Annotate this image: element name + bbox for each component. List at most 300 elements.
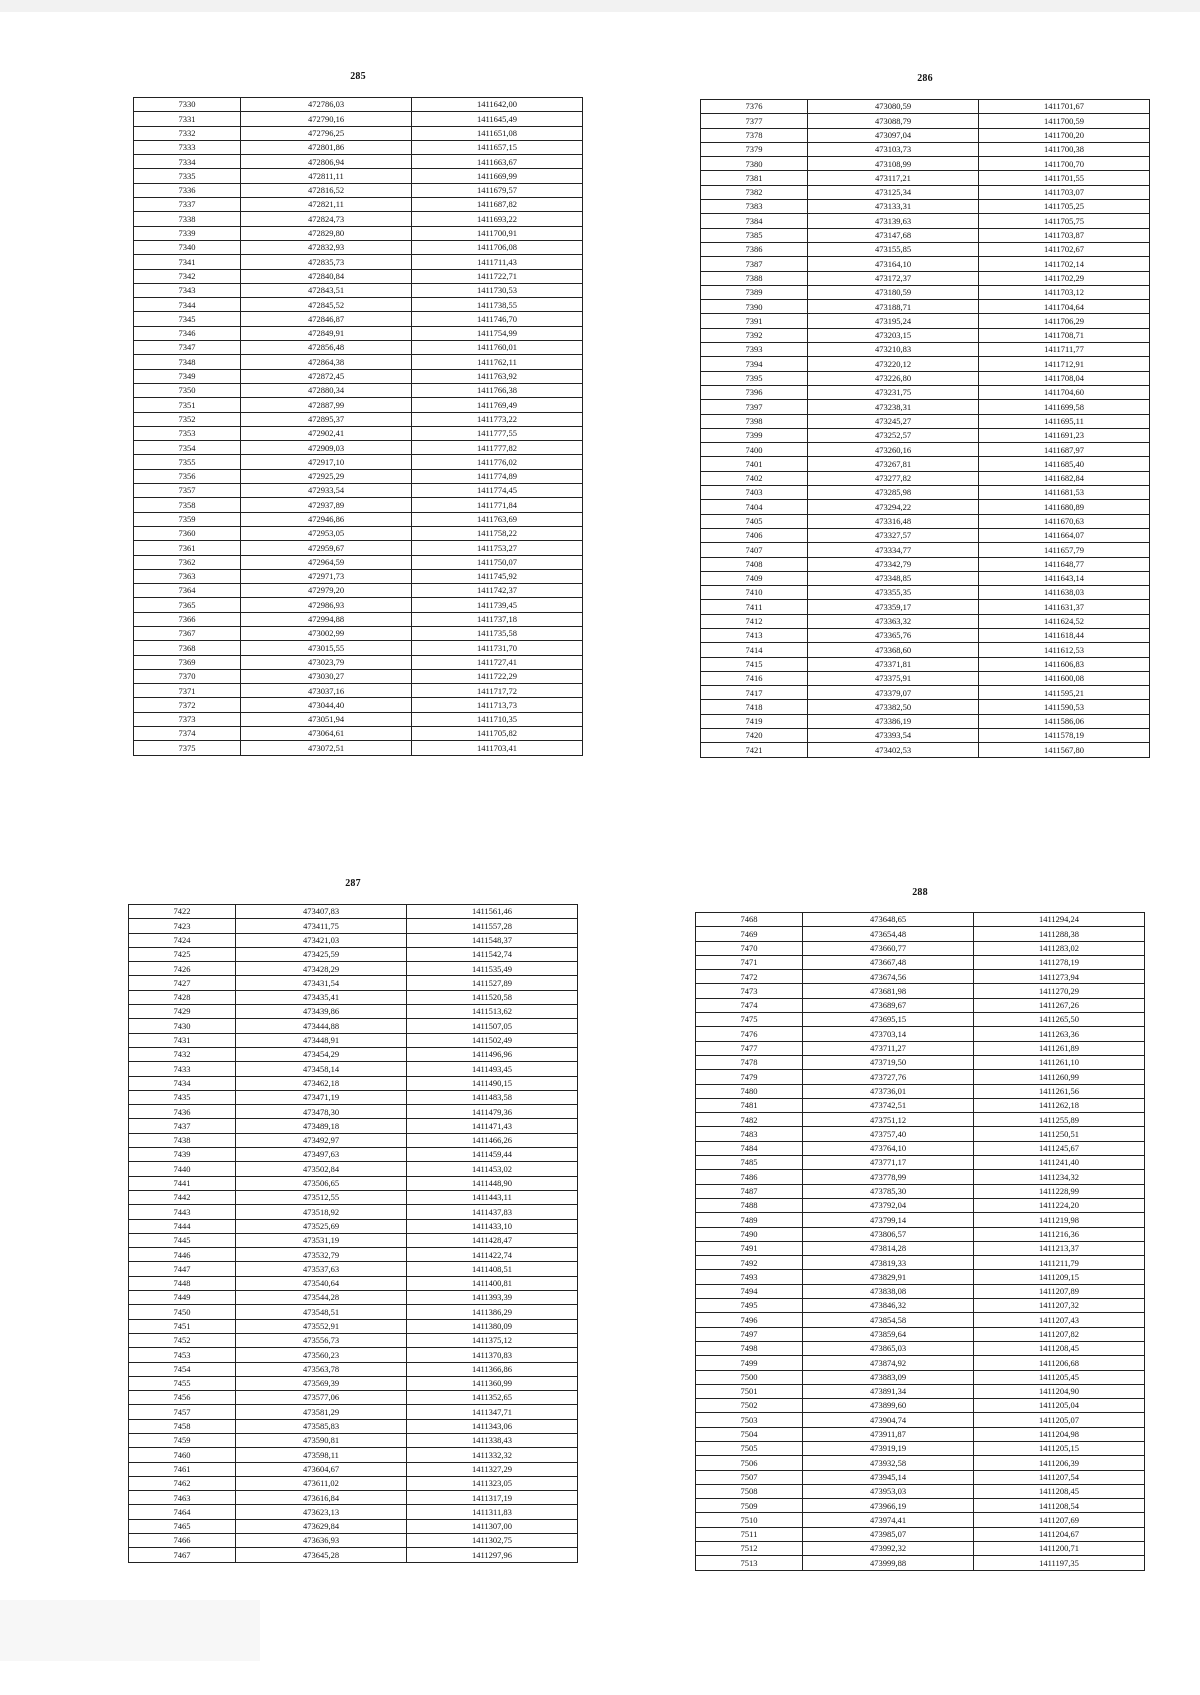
y-coordinate-cell: 1411600,08 (979, 671, 1150, 685)
x-coordinate-cell: 473103,73 (808, 142, 979, 156)
point-number-cell: 7372 (134, 698, 241, 712)
table-row (134, 641, 583, 655)
x-coordinate-cell: 472843,51 (241, 283, 412, 297)
y-coordinate-cell: 1411375,12 (407, 1333, 578, 1347)
point-number-cell: 7473 (696, 984, 803, 998)
y-coordinate-cell: 1411624,52 (979, 614, 1150, 628)
x-coordinate-cell: 473147,68 (808, 228, 979, 242)
x-coordinate-cell: 473238,31 (808, 400, 979, 414)
x-coordinate-cell: 473294,22 (808, 500, 979, 514)
x-coordinate-cell: 473444,88 (236, 1019, 407, 1033)
point-number-cell: 7492 (696, 1256, 803, 1270)
point-number-cell: 7438 (129, 1133, 236, 1147)
y-coordinate-cell: 1411618,44 (979, 628, 1150, 642)
x-coordinate-cell: 473492,97 (236, 1133, 407, 1147)
point-number-cell: 7366 (134, 612, 241, 626)
y-coordinate-cell: 1411288,38 (974, 927, 1145, 941)
table-row (696, 1484, 1145, 1498)
x-coordinate-cell: 473919,19 (803, 1441, 974, 1455)
x-coordinate-cell: 473999,88 (803, 1556, 974, 1570)
table-row (696, 1256, 1145, 1270)
point-number-cell: 7361 (134, 541, 241, 555)
y-coordinate-cell: 1411496,96 (407, 1047, 578, 1061)
table-row (129, 1491, 578, 1505)
table-row (134, 712, 583, 726)
table-row (701, 228, 1150, 242)
point-number-cell: 7355 (134, 455, 241, 469)
x-coordinate-cell: 473736,01 (803, 1084, 974, 1098)
y-coordinate-cell: 1411586,06 (979, 714, 1150, 728)
point-number-cell: 7378 (701, 128, 808, 142)
y-coordinate-cell: 1411703,07 (979, 185, 1150, 199)
point-number-cell: 7339 (134, 226, 241, 240)
table-row (696, 1299, 1145, 1313)
x-coordinate-cell: 473002,99 (241, 626, 412, 640)
x-coordinate-cell: 473210,83 (808, 343, 979, 357)
point-number-cell: 7436 (129, 1105, 236, 1119)
table-row (134, 240, 583, 254)
y-coordinate-cell: 1411273,94 (974, 970, 1145, 984)
point-number-cell: 7493 (696, 1270, 803, 1284)
point-number-cell: 7466 (129, 1534, 236, 1548)
table-row (129, 1062, 578, 1076)
point-number-cell: 7420 (701, 729, 808, 743)
point-number-cell: 7460 (129, 1448, 236, 1462)
point-number-cell: 7499 (696, 1356, 803, 1370)
y-coordinate-cell: 1411207,89 (974, 1284, 1145, 1298)
point-number-cell: 7376 (701, 100, 808, 114)
x-coordinate-cell: 473454,29 (236, 1047, 407, 1061)
y-coordinate-cell: 1411699,58 (979, 400, 1150, 414)
x-coordinate-cell: 473133,31 (808, 200, 979, 214)
point-number-cell: 7485 (696, 1156, 803, 1170)
x-coordinate-cell: 473044,40 (241, 698, 412, 712)
x-coordinate-cell: 473195,24 (808, 314, 979, 328)
table-row (134, 541, 583, 555)
y-coordinate-cell: 1411578,19 (979, 729, 1150, 743)
point-number-cell: 7450 (129, 1305, 236, 1319)
table-row (129, 1233, 578, 1247)
y-coordinate-cell: 1411302,75 (407, 1534, 578, 1548)
y-coordinate-cell: 1411691,23 (979, 428, 1150, 442)
table-row (696, 1542, 1145, 1556)
x-coordinate-cell: 473611,02 (236, 1476, 407, 1490)
y-coordinate-cell: 1411703,12 (979, 285, 1150, 299)
x-coordinate-cell: 472946,86 (241, 512, 412, 526)
x-coordinate-cell: 473757,40 (803, 1127, 974, 1141)
table-row (696, 1227, 1145, 1241)
point-number-cell: 7461 (129, 1462, 236, 1476)
point-number-cell: 7380 (701, 157, 808, 171)
x-coordinate-cell: 472816,52 (241, 183, 412, 197)
table-row (701, 271, 1150, 285)
y-coordinate-cell: 1411479,36 (407, 1105, 578, 1119)
y-coordinate-cell: 1411437,83 (407, 1205, 578, 1219)
y-coordinate-cell: 1411204,90 (974, 1384, 1145, 1398)
x-coordinate-cell: 473097,04 (808, 128, 979, 142)
table-row (134, 569, 583, 583)
y-coordinate-cell: 1411710,35 (412, 712, 583, 726)
page-286 (700, 68, 1150, 778)
x-coordinate-cell: 473636,93 (236, 1534, 407, 1548)
x-coordinate-cell: 473478,30 (236, 1105, 407, 1119)
point-number-cell: 7382 (701, 185, 808, 199)
point-number-cell: 7491 (696, 1241, 803, 1255)
table-row (129, 1505, 578, 1519)
x-coordinate-cell: 472986,93 (241, 598, 412, 612)
x-coordinate-cell: 473874,92 (803, 1356, 974, 1370)
point-number-cell: 7417 (701, 686, 808, 700)
y-coordinate-cell: 1411642,00 (412, 98, 583, 112)
y-coordinate-cell: 1411763,92 (412, 369, 583, 383)
x-coordinate-cell: 473911,87 (803, 1427, 974, 1441)
x-coordinate-cell: 473544,28 (236, 1291, 407, 1305)
point-number-cell: 7489 (696, 1213, 803, 1227)
point-number-cell: 7365 (134, 598, 241, 612)
x-coordinate-cell: 473497,63 (236, 1148, 407, 1162)
x-coordinate-cell: 472925,29 (241, 469, 412, 483)
y-coordinate-cell: 1411682,84 (979, 471, 1150, 485)
y-coordinate-cell: 1411727,41 (412, 655, 583, 669)
y-coordinate-cell: 1411680,89 (979, 500, 1150, 514)
coordinate-table (700, 99, 1150, 758)
x-coordinate-cell: 473155,85 (808, 242, 979, 256)
table-row (129, 976, 578, 990)
point-number-cell: 7408 (701, 557, 808, 571)
table-row (129, 1534, 578, 1548)
table-row (696, 1399, 1145, 1413)
x-coordinate-cell: 472937,89 (241, 498, 412, 512)
y-coordinate-cell: 1411261,56 (974, 1084, 1145, 1098)
y-coordinate-cell: 1411453,02 (407, 1162, 578, 1176)
point-number-cell: 7342 (134, 269, 241, 283)
table-row (134, 412, 583, 426)
y-coordinate-cell: 1411657,15 (412, 140, 583, 154)
table-row (701, 557, 1150, 571)
table-row (696, 1470, 1145, 1484)
table-row (701, 171, 1150, 185)
x-coordinate-cell: 472821,11 (241, 198, 412, 212)
table-row (129, 1262, 578, 1276)
table-row (134, 183, 583, 197)
point-number-cell: 7334 (134, 155, 241, 169)
x-coordinate-cell: 472953,05 (241, 526, 412, 540)
point-number-cell: 7446 (129, 1248, 236, 1262)
x-coordinate-cell: 473695,15 (803, 1013, 974, 1027)
table-row (134, 498, 583, 512)
table-row (134, 126, 583, 140)
page-285 (133, 68, 583, 768)
x-coordinate-cell: 473654,48 (803, 927, 974, 941)
table-row (134, 469, 583, 483)
x-coordinate-cell: 472849,91 (241, 326, 412, 340)
y-coordinate-cell: 1411705,82 (412, 727, 583, 741)
y-coordinate-cell: 1411490,15 (407, 1076, 578, 1090)
y-coordinate-cell: 1411207,69 (974, 1513, 1145, 1527)
x-coordinate-cell: 473458,14 (236, 1062, 407, 1076)
table-row (701, 514, 1150, 528)
table-row (701, 729, 1150, 743)
table-row (134, 155, 583, 169)
table-row (134, 512, 583, 526)
table-row (696, 1370, 1145, 1384)
table-row (701, 300, 1150, 314)
x-coordinate-cell: 472801,86 (241, 140, 412, 154)
table-row (701, 528, 1150, 542)
x-coordinate-cell: 473569,39 (236, 1376, 407, 1390)
point-number-cell: 7390 (701, 300, 808, 314)
point-number-cell: 7468 (696, 913, 803, 927)
table-row (134, 612, 583, 626)
table-row (696, 955, 1145, 969)
y-coordinate-cell: 1411700,59 (979, 114, 1150, 128)
x-coordinate-cell: 473386,19 (808, 714, 979, 728)
x-coordinate-cell: 473359,17 (808, 600, 979, 614)
point-number-cell: 7368 (134, 641, 241, 655)
table-row (129, 1548, 578, 1562)
y-coordinate-cell: 1411763,69 (412, 512, 583, 526)
x-coordinate-cell: 472796,25 (241, 126, 412, 140)
table-row (129, 1348, 578, 1362)
point-number-cell: 7439 (129, 1148, 236, 1162)
x-coordinate-cell: 473334,77 (808, 543, 979, 557)
y-coordinate-cell: 1411700,20 (979, 128, 1150, 142)
x-coordinate-cell: 473037,16 (241, 684, 412, 698)
y-coordinate-cell: 1411360,99 (407, 1376, 578, 1390)
coordinate-table (133, 97, 583, 756)
table-row (696, 1070, 1145, 1084)
y-coordinate-cell: 1411527,89 (407, 976, 578, 990)
y-coordinate-cell: 1411294,24 (974, 913, 1145, 927)
x-coordinate-cell: 473180,59 (808, 285, 979, 299)
y-coordinate-cell: 1411261,89 (974, 1041, 1145, 1055)
y-coordinate-cell: 1411706,29 (979, 314, 1150, 328)
x-coordinate-cell: 473974,41 (803, 1513, 974, 1527)
x-coordinate-cell: 473846,32 (803, 1299, 974, 1313)
x-coordinate-cell: 473368,60 (808, 643, 979, 657)
table-row (701, 328, 1150, 342)
table-row (134, 283, 583, 297)
table-row (696, 1341, 1145, 1355)
point-number-cell: 7338 (134, 212, 241, 226)
x-coordinate-cell: 473108,99 (808, 157, 979, 171)
x-coordinate-cell: 473585,83 (236, 1419, 407, 1433)
point-number-cell: 7407 (701, 543, 808, 557)
point-number-cell: 7432 (129, 1047, 236, 1061)
x-coordinate-cell: 473681,98 (803, 984, 974, 998)
point-number-cell: 7502 (696, 1399, 803, 1413)
y-coordinate-cell: 1411234,32 (974, 1170, 1145, 1184)
point-number-cell: 7346 (134, 326, 241, 340)
x-coordinate-cell: 472895,37 (241, 412, 412, 426)
point-number-cell: 7463 (129, 1491, 236, 1505)
x-coordinate-cell: 473604,67 (236, 1462, 407, 1476)
table-row (701, 343, 1150, 357)
x-coordinate-cell: 473512,55 (236, 1190, 407, 1204)
point-number-cell: 7503 (696, 1413, 803, 1427)
x-coordinate-cell: 473365,76 (808, 628, 979, 642)
point-number-cell: 7362 (134, 555, 241, 569)
y-coordinate-cell: 1411681,53 (979, 486, 1150, 500)
table-row (134, 326, 583, 340)
point-number-cell: 7414 (701, 643, 808, 657)
x-coordinate-cell: 473904,74 (803, 1413, 974, 1427)
table-row (134, 312, 583, 326)
point-number-cell: 7411 (701, 600, 808, 614)
y-coordinate-cell: 1411664,07 (979, 528, 1150, 542)
point-number-cell: 7462 (129, 1476, 236, 1490)
y-coordinate-cell: 1411352,65 (407, 1391, 578, 1405)
y-coordinate-cell: 1411701,67 (979, 100, 1150, 114)
y-coordinate-cell: 1411704,64 (979, 300, 1150, 314)
point-number-cell: 7494 (696, 1284, 803, 1298)
x-coordinate-cell: 473506,65 (236, 1176, 407, 1190)
y-coordinate-cell: 1411750,07 (412, 555, 583, 569)
table-row (696, 1413, 1145, 1427)
y-coordinate-cell: 1411207,43 (974, 1313, 1145, 1327)
y-coordinate-cell: 1411685,40 (979, 457, 1150, 471)
x-coordinate-cell: 473532,79 (236, 1248, 407, 1262)
x-coordinate-cell: 473660,77 (803, 941, 974, 955)
table-row (134, 212, 583, 226)
y-coordinate-cell: 1411700,91 (412, 226, 583, 240)
page-288 (695, 884, 1145, 1654)
y-coordinate-cell: 1411758,22 (412, 526, 583, 540)
point-number-cell: 7444 (129, 1219, 236, 1233)
point-number-cell: 7354 (134, 441, 241, 455)
point-number-cell: 7476 (696, 1027, 803, 1041)
point-number-cell: 7447 (129, 1262, 236, 1276)
x-coordinate-cell: 472856,48 (241, 341, 412, 355)
y-coordinate-cell: 1411762,11 (412, 355, 583, 369)
x-coordinate-cell: 473117,21 (808, 171, 979, 185)
x-coordinate-cell: 473462,18 (236, 1076, 407, 1090)
y-coordinate-cell: 1411317,19 (407, 1491, 578, 1505)
y-coordinate-cell: 1411704,60 (979, 385, 1150, 399)
x-coordinate-cell: 473379,07 (808, 686, 979, 700)
point-number-cell: 7388 (701, 271, 808, 285)
y-coordinate-cell: 1411567,80 (979, 743, 1150, 757)
point-number-cell: 7512 (696, 1542, 803, 1556)
y-coordinate-cell: 1411777,55 (412, 426, 583, 440)
point-number-cell: 7343 (134, 283, 241, 297)
point-number-cell: 7360 (134, 526, 241, 540)
y-coordinate-cell: 1411657,79 (979, 543, 1150, 557)
table-row (134, 698, 583, 712)
y-coordinate-cell: 1411651,08 (412, 126, 583, 140)
x-coordinate-cell: 473080,59 (808, 100, 979, 114)
table-row (701, 142, 1150, 156)
table-row (129, 1405, 578, 1419)
y-coordinate-cell: 1411208,45 (974, 1341, 1145, 1355)
y-coordinate-cell: 1411595,21 (979, 686, 1150, 700)
x-coordinate-cell: 473525,69 (236, 1219, 407, 1233)
y-coordinate-cell: 1411711,43 (412, 255, 583, 269)
x-coordinate-cell: 473382,50 (808, 700, 979, 714)
x-coordinate-cell: 472917,10 (241, 455, 412, 469)
point-number-cell: 7392 (701, 328, 808, 342)
point-number-cell: 7490 (696, 1227, 803, 1241)
table-row (696, 1270, 1145, 1284)
table-row (134, 684, 583, 698)
point-number-cell: 7500 (696, 1370, 803, 1384)
x-coordinate-cell: 473985,07 (803, 1527, 974, 1541)
x-coordinate-cell: 473645,28 (236, 1548, 407, 1562)
y-coordinate-cell: 1411386,29 (407, 1305, 578, 1319)
x-coordinate-cell: 473689,67 (803, 998, 974, 1012)
y-coordinate-cell: 1411766,38 (412, 383, 583, 397)
x-coordinate-cell: 473552,91 (236, 1319, 407, 1333)
table-row (701, 285, 1150, 299)
table-row (696, 913, 1145, 927)
x-coordinate-cell: 473448,91 (236, 1033, 407, 1047)
table-row (129, 1047, 578, 1061)
point-number-cell: 7385 (701, 228, 808, 242)
point-number-cell: 7504 (696, 1427, 803, 1441)
x-coordinate-cell: 473088,79 (808, 114, 979, 128)
table-row (701, 657, 1150, 671)
table-row (701, 443, 1150, 457)
table-row (129, 1248, 578, 1262)
x-coordinate-cell: 473172,37 (808, 271, 979, 285)
point-number-cell: 7474 (696, 998, 803, 1012)
y-coordinate-cell: 1411278,19 (974, 955, 1145, 969)
point-number-cell: 7501 (696, 1384, 803, 1398)
x-coordinate-cell: 472872,45 (241, 369, 412, 383)
x-coordinate-cell: 473891,34 (803, 1384, 974, 1398)
point-number-cell: 7478 (696, 1055, 803, 1069)
table-row (696, 1456, 1145, 1470)
table-row (129, 1119, 578, 1133)
table-row (696, 1041, 1145, 1055)
y-coordinate-cell: 1411703,41 (412, 741, 583, 755)
x-coordinate-cell: 473489,18 (236, 1119, 407, 1133)
table-row (134, 626, 583, 640)
table-row (701, 714, 1150, 728)
point-number-cell: 7509 (696, 1499, 803, 1513)
x-coordinate-cell: 473355,35 (808, 586, 979, 600)
y-coordinate-cell: 1411670,63 (979, 514, 1150, 528)
point-number-cell: 7452 (129, 1333, 236, 1347)
point-number-cell: 7403 (701, 486, 808, 500)
point-number-cell: 7511 (696, 1527, 803, 1541)
point-number-cell: 7475 (696, 1013, 803, 1027)
y-coordinate-cell: 1411261,10 (974, 1055, 1145, 1069)
y-coordinate-cell: 1411706,08 (412, 240, 583, 254)
x-coordinate-cell: 473231,75 (808, 385, 979, 399)
point-number-cell: 7332 (134, 126, 241, 140)
x-coordinate-cell: 473819,33 (803, 1256, 974, 1270)
table-row (129, 990, 578, 1004)
y-coordinate-cell: 1411722,29 (412, 669, 583, 683)
x-coordinate-cell: 473814,28 (803, 1241, 974, 1255)
x-coordinate-cell: 473267,81 (808, 457, 979, 471)
x-coordinate-cell: 473764,10 (803, 1141, 974, 1155)
y-coordinate-cell: 1411776,02 (412, 455, 583, 469)
y-coordinate-cell: 1411693,22 (412, 212, 583, 226)
table-row (129, 1276, 578, 1290)
y-coordinate-cell: 1411207,82 (974, 1327, 1145, 1341)
table-row (701, 471, 1150, 485)
point-number-cell: 7482 (696, 1113, 803, 1127)
y-coordinate-cell: 1411400,81 (407, 1276, 578, 1290)
table-row (701, 457, 1150, 471)
x-coordinate-cell: 473859,64 (803, 1327, 974, 1341)
x-coordinate-cell: 473598,11 (236, 1448, 407, 1462)
x-coordinate-cell: 472902,41 (241, 426, 412, 440)
table-row (129, 1105, 578, 1119)
point-number-cell: 7401 (701, 457, 808, 471)
